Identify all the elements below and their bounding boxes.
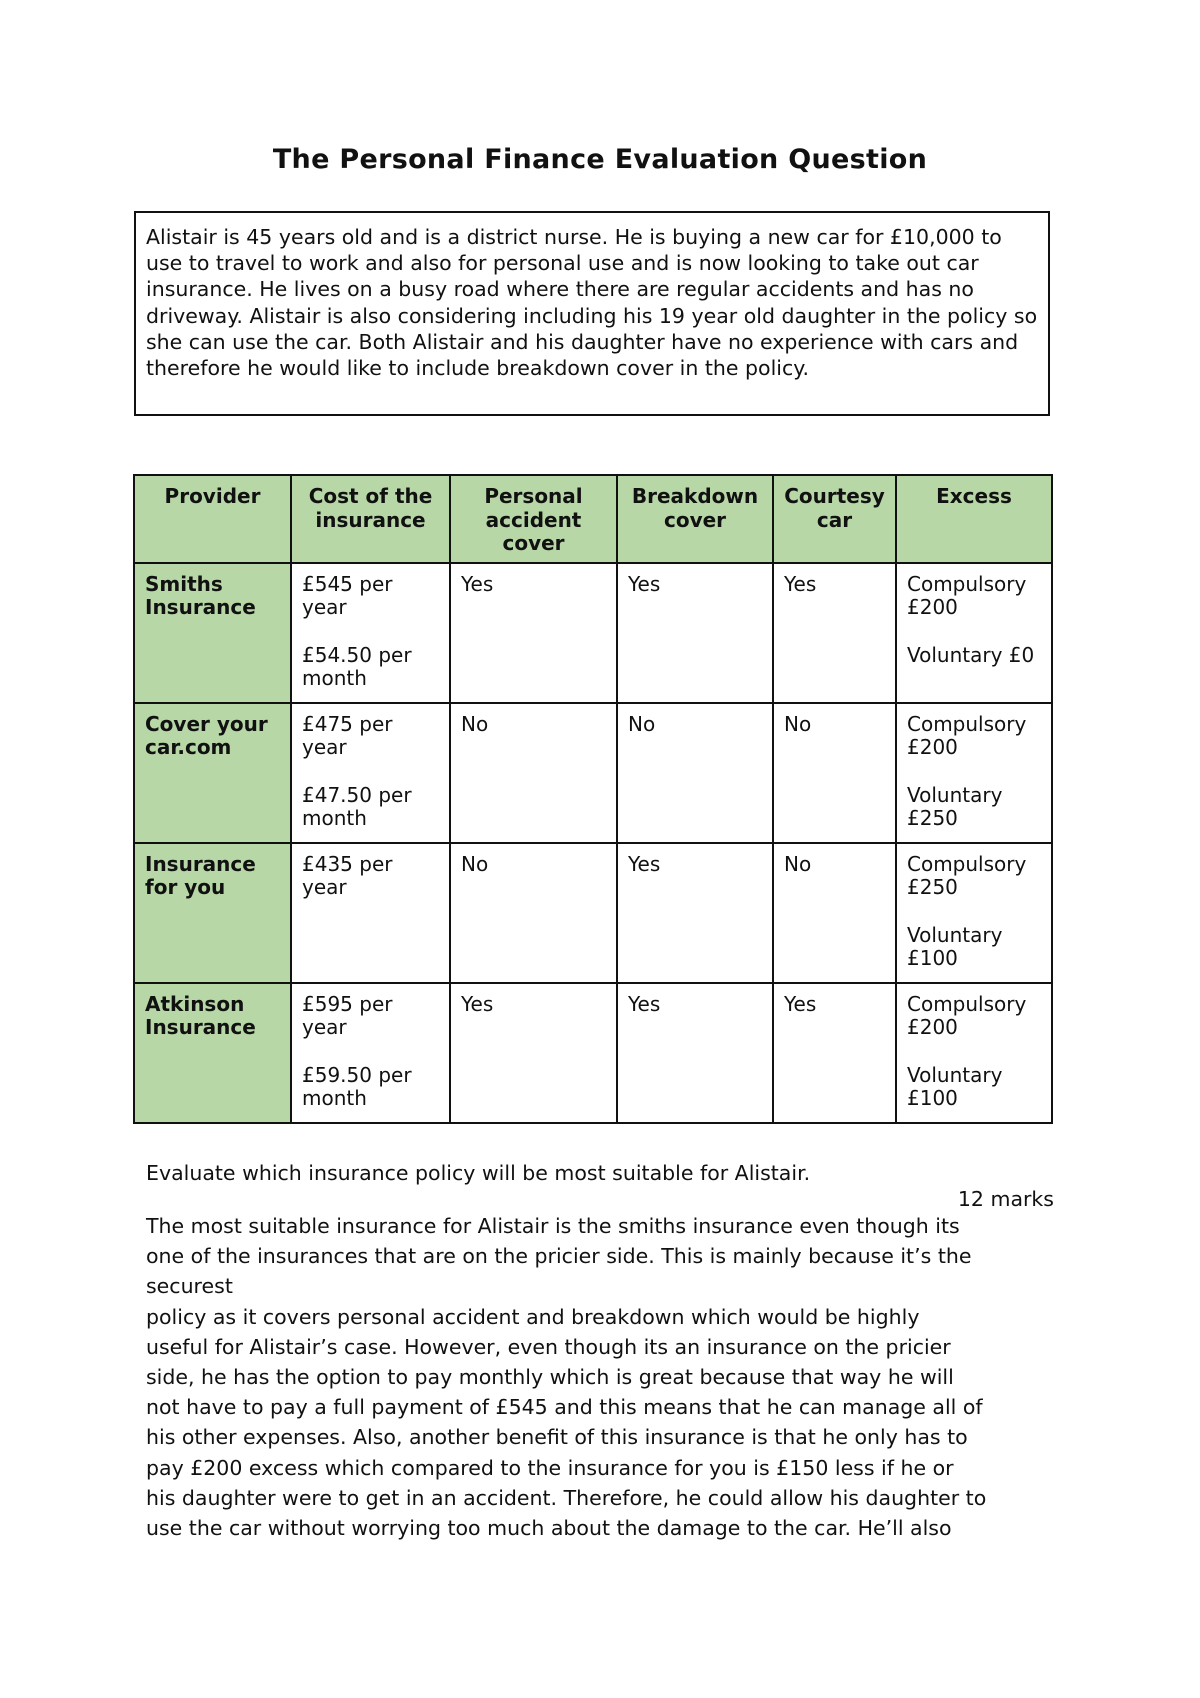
answer-line: securest [146, 1274, 233, 1299]
excess-voluntary: Voluntary £100 [907, 922, 1003, 971]
scenario-box: Alistair is 45 years old and is a district nurse. He is buying a new car for £10,000 to use to travel to work and also for personal use and is now looking to take out car insurance. He lives on a busy road where there are regular accidents and has no driveway. Alistair is also considering including his 19 year old daughter in the policy so she can use the car. Both Alistair and his daughter have no experience with cars and therefore he would like to include breakdown cover in the policy. [134, 211, 1050, 416]
answer-line: policy as it covers personal accident and breakdown which would be highly [146, 1304, 920, 1329]
excess-voluntary: Voluntary £250 [907, 782, 1003, 831]
provider-name: Cover your car.com [134, 703, 291, 843]
excess-voluntary: Voluntary £0 [907, 642, 1035, 667]
cost-per-month: £59.50 per month [302, 1062, 412, 1111]
cost-cell [291, 843, 450, 983]
answer-line: use the car without worrying too much about the damage to the car. He’ll also [146, 1516, 952, 1541]
personal-accident-value: No [450, 703, 617, 843]
cost-per-year: £595 per year [302, 991, 393, 1040]
excess-cell [896, 703, 1052, 843]
cost-per-year: £545 per year [302, 571, 393, 620]
breakdown-value: No [617, 703, 773, 843]
table-row [134, 703, 1052, 843]
marks-label: 12 marks [957, 1187, 1054, 1211]
cost-cell [291, 983, 450, 1123]
breakdown-value: Yes [617, 563, 773, 703]
table-header-row [134, 475, 1052, 563]
answer-line: The most suitable insurance for Alistair is the smiths insurance even though its [146, 1214, 960, 1238]
table-row [134, 563, 1052, 703]
header-breakdown: Breakdown cover [617, 475, 773, 563]
cost-cell [291, 563, 450, 703]
provider-name: Smiths Insurance [134, 563, 291, 703]
header-courtesy-car: Courtesy car [773, 475, 896, 563]
excess-cell [896, 843, 1052, 983]
excess-compulsory: Compulsory £200 [907, 711, 1027, 760]
answer-line: one of the insurances that are on the pricier side. This is mainly because it’s the [146, 1244, 972, 1269]
cost-cell [291, 703, 450, 843]
cost-per-month: £54.50 per month [302, 642, 412, 691]
courtesy-car-value: Yes [773, 983, 896, 1123]
answer-line: side, he has the option to pay monthly which is great because that way he will [146, 1365, 954, 1390]
excess-cell [896, 983, 1052, 1123]
cost-per-year: £435 per year [302, 851, 393, 900]
header-provider: Provider [134, 475, 291, 563]
breakdown-value: Yes [617, 983, 773, 1123]
personal-accident-value: No [450, 843, 617, 983]
answer-line: his daughter were to get in an accident. Therefore, he could allow his daughter to [146, 1485, 987, 1510]
question-text: Evaluate which insurance policy will be most suitable for Alistair. [146, 1161, 811, 1185]
provider-name: Insurance for you [134, 843, 291, 983]
excess-cell [896, 563, 1052, 703]
courtesy-car-value: Yes [773, 563, 896, 703]
courtesy-car-value: No [773, 843, 896, 983]
table-row [134, 843, 1052, 983]
answer-line: not have to pay a full payment of £545 and this means that he can manage all of [146, 1395, 983, 1420]
answer-text [146, 1211, 1066, 1543]
answer-line: pay £200 excess which compared to the insurance for you is £150 less if he or [146, 1455, 954, 1480]
personal-accident-value: Yes [450, 983, 617, 1123]
excess-compulsory: Compulsory £250 [907, 851, 1027, 900]
table-row [134, 983, 1052, 1123]
courtesy-car-value: No [773, 703, 896, 843]
breakdown-value: Yes [617, 843, 773, 983]
excess-voluntary: Voluntary £100 [907, 1062, 1003, 1111]
cost-per-month: £47.50 per month [302, 782, 412, 831]
personal-accident-value: Yes [450, 563, 617, 703]
answer-line: useful for Alistair’s case. However, even though its an insurance on the pricier [146, 1334, 951, 1359]
header-personal-accident: Personal accident cover [450, 475, 617, 563]
answer-line: his other expenses. Also, another benefit of this insurance is that he only has to [146, 1425, 968, 1450]
header-cost: Cost of the insurance [291, 475, 450, 563]
cost-per-year: £475 per year [302, 711, 393, 760]
insurance-comparison-table [133, 474, 1053, 1124]
page-title: The Personal Finance Evaluation Question [272, 144, 928, 175]
excess-compulsory: Compulsory £200 [907, 991, 1027, 1040]
provider-name: Atkinson Insurance [134, 983, 291, 1123]
excess-compulsory: Compulsory £200 [907, 571, 1027, 620]
header-excess: Excess [896, 475, 1052, 563]
